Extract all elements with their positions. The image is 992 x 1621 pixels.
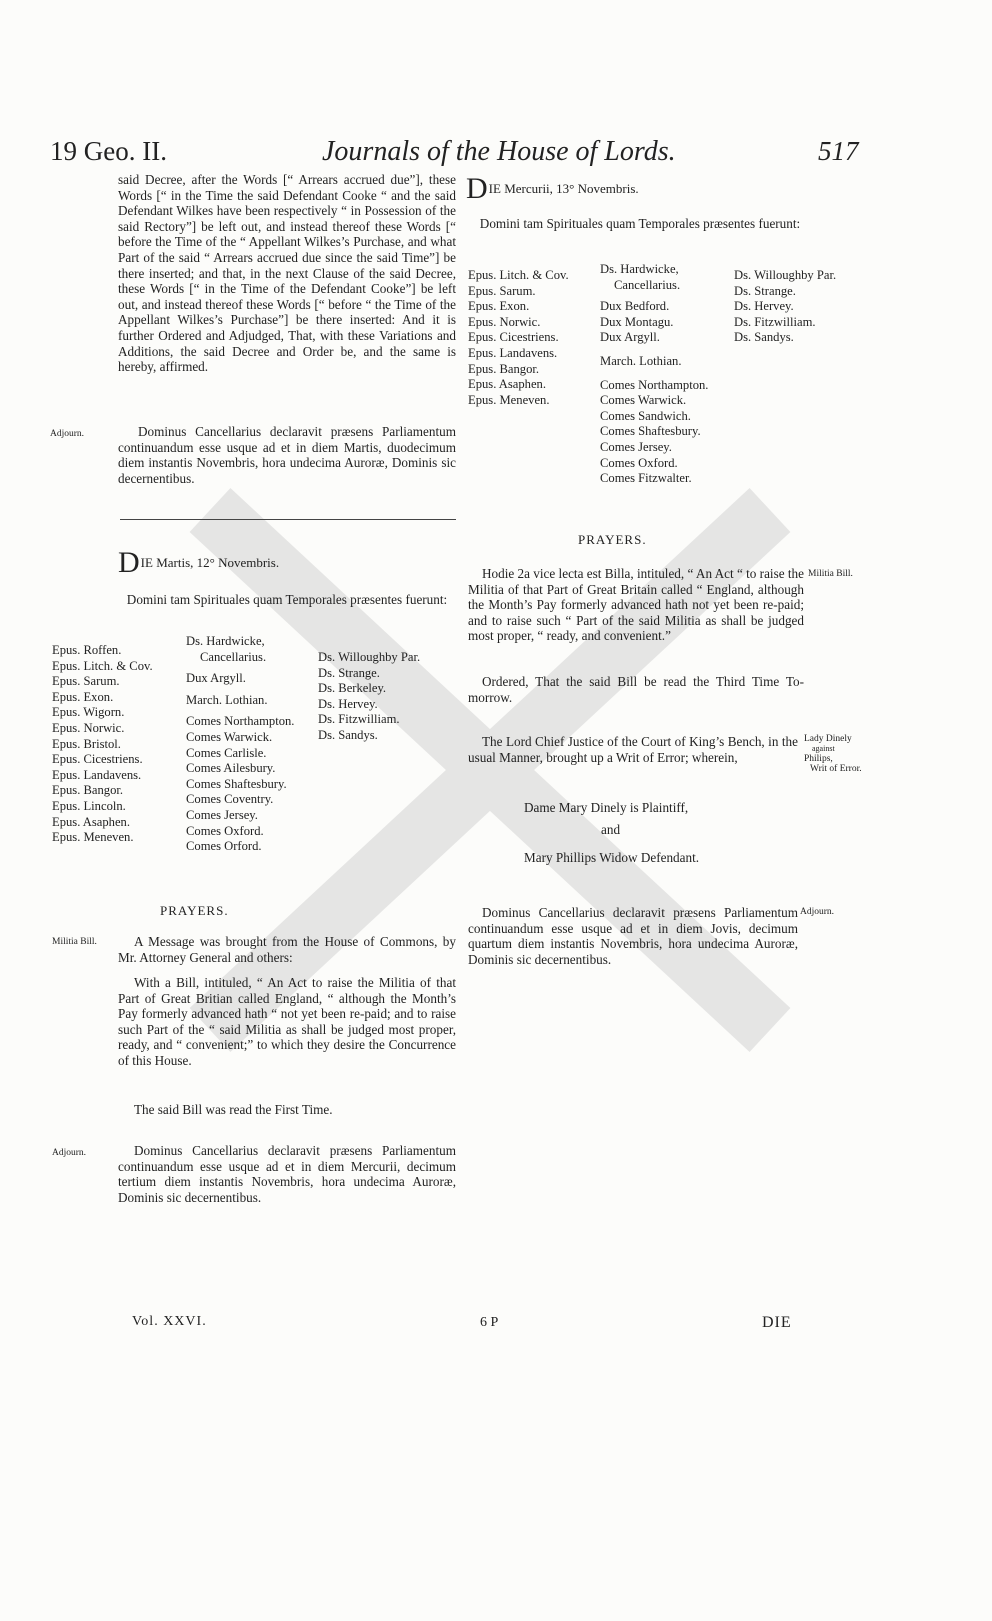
- defendant-line: Mary Phillips Widow Defendant.: [524, 850, 700, 865]
- running-head-regnal-year: 19 Geo. II.: [50, 136, 167, 166]
- list-item: Ds. Hardwicke,: [600, 262, 679, 276]
- list-item: Ds. Hervey.: [734, 299, 794, 314]
- list-item: Epus. Sarum.: [52, 674, 120, 689]
- list-item: Epus. Asaphen.: [468, 377, 547, 392]
- page-title: Journals of the House of Lords.: [322, 136, 676, 167]
- list-item: Comes Northampton.: [186, 714, 295, 729]
- list-item: Ds. Fitzwilliam.: [318, 712, 400, 727]
- list-item: Comes Warwick.: [600, 393, 687, 408]
- day-heading-text: IE Martis, 12° Novembris.: [140, 555, 280, 570]
- page-number: 517: [818, 136, 859, 166]
- list-item: Comes Northampton.: [600, 377, 709, 392]
- list-item: Comes Ailesbury.: [186, 761, 276, 776]
- ordered-paragraph: Ordered, That the said Bill be read the Third Time To-morrow.: [468, 674, 804, 705]
- attendance-barons-list: [734, 268, 836, 346]
- list-item: Epus. Bristol.: [52, 736, 121, 751]
- list-item: Epus. Norwic.: [52, 720, 125, 735]
- margin-note-writ-of-error: [804, 734, 862, 774]
- list-item: Comes Carlisle.: [186, 745, 267, 760]
- list-item: Ds. Willoughby Par.: [318, 650, 421, 664]
- list-item: Epus. Exon.: [468, 299, 530, 314]
- margin-note-line: Philips,: [804, 754, 833, 764]
- list-item: Epus. Landavens.: [52, 767, 142, 782]
- signature-mark: 6 P: [480, 1315, 499, 1330]
- margin-note-line: against: [812, 744, 835, 753]
- volume-number: Vol. XXVI.: [132, 1314, 207, 1329]
- list-item: Comes Jersey.: [186, 807, 258, 822]
- list-item: Epus. Litch. & Cov.: [52, 658, 153, 673]
- drop-cap: D: [466, 172, 488, 205]
- writ-paragraph: The Lord Chief Justice of the Court of King’s Bench, in the usual Manner, brought up a Writ of Error; wherein,: [468, 734, 798, 765]
- list-item: Comes Shaftesbury.: [186, 776, 287, 791]
- margin-note-militia-bill: Militia Bill.: [808, 569, 853, 579]
- list-item: Epus. Exon.: [52, 689, 114, 704]
- attendance-peers-list: [600, 262, 708, 487]
- list-item: Comes Shaftesbury.: [600, 424, 701, 439]
- adjourn-paragraph-1: Dominus Cancellarius declaravit præsens Parliamentum continuandum esse usque ad et in diem Martis, duodecimum diem instantis Novembris, hora undecima Auroræ, Dominis sic decernentibus.: [118, 424, 456, 486]
- second-reading-paragraph: Hodie 2a vice lecta est Billa, intituled, “ An Act “ to raise the Militia of that Part of Great Britain called “ England, although the Month’s Pay formerly advanced hath not yet been re-paid; and to raise such “ Part of the said Militia as shall be judged most proper, “ ready, and convenient.”: [468, 566, 804, 644]
- list-item: March. Lothian.: [186, 692, 268, 707]
- attendance-bishops-list: [468, 268, 569, 408]
- list-item: Epus. Norwic.: [468, 314, 541, 329]
- catchword: DIE: [762, 1314, 792, 1331]
- message-paragraph: A Message was brought from the House of Commons, by Mr. Attorney General and others:: [118, 934, 456, 965]
- list-item: Comes Oxford.: [186, 823, 264, 838]
- list-item: Ds. Strange.: [318, 665, 380, 680]
- bill-paragraph: With a Bill, intituled, “ An Act to raise the Militia of that Part of Great Britian called England, “ although the Month’s Pay formerly advanced hath “ not yet been re-paid; and to raise such Part of the “ said Militia as shall be judged most proper, ready, and “ convenient;” to which they desire the Concurrence of this House.: [118, 975, 456, 1068]
- margin-note-line: Writ of Error.: [810, 764, 862, 774]
- margin-note-line: Lady Dinely: [804, 734, 852, 744]
- list-item: Ds. Fitzwilliam.: [734, 314, 816, 329]
- list-item: Comes Coventry.: [186, 792, 274, 807]
- list-item: Ds. Willoughby Par.: [734, 268, 837, 282]
- prayers-heading: PRAYERS.: [578, 532, 647, 547]
- list-item: Comes Fitzwalter.: [600, 471, 692, 486]
- decree-paragraph: said Decree, after the Words [“ Arrears accrued due”], these Words [“ in the Time the said Defendant Cooke “ and the said Defendant Wilkes have been respectively “ in Possession of the said Rectory”] be left out, and instead thereof these Words [“ before the Time of the “ Appellant Wilkes’s Purchase, and what Part of the said “ Arrears accrued due since the said Time”] be there inserted; and that, in the next Clause of the said Decree, these Words [“ in the Time of the Defendant Cooke”] be left out, and instead thereof these Words [“ before “ the Time of the Appellant Wilkes’s Purchase”] be there inserted: And it is further Ordered and Adjudged, That, with these Variations and Additions, the said Decree and Order be, and the same is hereby, affirmed.: [118, 172, 456, 375]
- list-item: Epus. Landavens.: [468, 345, 558, 360]
- plaintiff-line: Dame Mary Dinely is Plaintiff,: [524, 800, 689, 815]
- attendance-barons-list: [318, 650, 420, 744]
- list-item: Epus. Roffen.: [52, 643, 122, 657]
- list-item: Epus. Lincoln.: [52, 798, 126, 813]
- list-item: Epus. Cicestriens.: [468, 330, 559, 345]
- and-line: and: [601, 822, 621, 837]
- list-item: Cancellarius.: [200, 649, 267, 664]
- margin-note-adjourn: Adjourn.: [800, 907, 835, 917]
- domini-line: Domini tam Spirituales quam Temporales præsentes fuerunt:: [479, 216, 801, 231]
- list-item: Comes Oxford.: [600, 455, 678, 470]
- list-item: Epus. Asaphen.: [52, 814, 131, 829]
- list-item: March. Lothian.: [600, 353, 682, 368]
- adjourn-paragraph-3: Dominus Cancellarius declaravit præsens Parliamentum continuandum esse usque ad et in diem Jovis, decimum quartum diem instantis Novembris, hora undecima Auroræ, Dominis sic decernentibus.: [468, 905, 798, 967]
- list-item: Ds. Sandys.: [734, 330, 794, 345]
- list-item: Comes Orford.: [186, 839, 262, 854]
- first-reading-line: The said Bill was read the First Time.: [134, 1102, 333, 1117]
- list-item: Comes Warwick.: [186, 729, 273, 744]
- margin-note-adjourn: Adjourn.: [50, 429, 85, 439]
- list-item: Cancellarius.: [614, 277, 681, 292]
- domini-line: Domini tam Spirituales quam Temporales præsentes fuerunt:: [126, 592, 448, 607]
- list-item: Epus. Wigorn.: [52, 705, 125, 720]
- margin-note-militia-bill: Militia Bill.: [52, 937, 97, 947]
- section-divider: [120, 519, 456, 520]
- adjourn-paragraph-2: Dominus Cancellarius declaravit præsens Parliamentum continuandum esse usque ad et in diem Mercurii, decimum tertium diem instantis Novembris, hora undecima Auroræ, Dominis sic decernentibus.: [118, 1143, 456, 1205]
- list-item: Epus. Sarum.: [468, 283, 536, 298]
- list-item: Comes Jersey.: [600, 439, 672, 454]
- list-item: Epus. Meneven.: [52, 830, 134, 845]
- day-heading-mercurii: [466, 172, 826, 205]
- list-item: Dux Montagu.: [600, 314, 674, 329]
- list-item: Ds. Hervey.: [318, 696, 378, 711]
- list-item: Epus. Bangor.: [468, 361, 540, 376]
- list-item: Epus. Cicestriens.: [52, 752, 143, 767]
- list-item: Ds. Berkeley.: [318, 681, 387, 696]
- attendance-peers-list: [186, 634, 294, 855]
- list-item: Comes Sandwich.: [600, 408, 691, 423]
- attendance-bishops-list: [52, 643, 153, 846]
- day-heading-martis: [118, 546, 458, 579]
- list-item: Epus. Litch. & Cov.: [468, 268, 569, 282]
- list-item: Dux Bedford.: [600, 299, 670, 314]
- list-item: Ds. Strange.: [734, 283, 796, 298]
- list-item: Ds. Hardwicke,: [186, 634, 265, 648]
- list-item: Dux Argyll.: [186, 671, 246, 686]
- list-item: Dux Argyll.: [600, 330, 660, 345]
- list-item: Ds. Sandys.: [318, 727, 378, 742]
- day-heading-text: IE Mercurii, 13° Novembris.: [488, 181, 639, 196]
- list-item: Epus. Meneven.: [468, 392, 550, 407]
- margin-note-adjourn: Adjourn.: [52, 1148, 87, 1158]
- list-item: Epus. Bangor.: [52, 783, 124, 798]
- prayers-heading: PRAYERS.: [160, 903, 229, 918]
- drop-cap: D: [118, 546, 140, 579]
